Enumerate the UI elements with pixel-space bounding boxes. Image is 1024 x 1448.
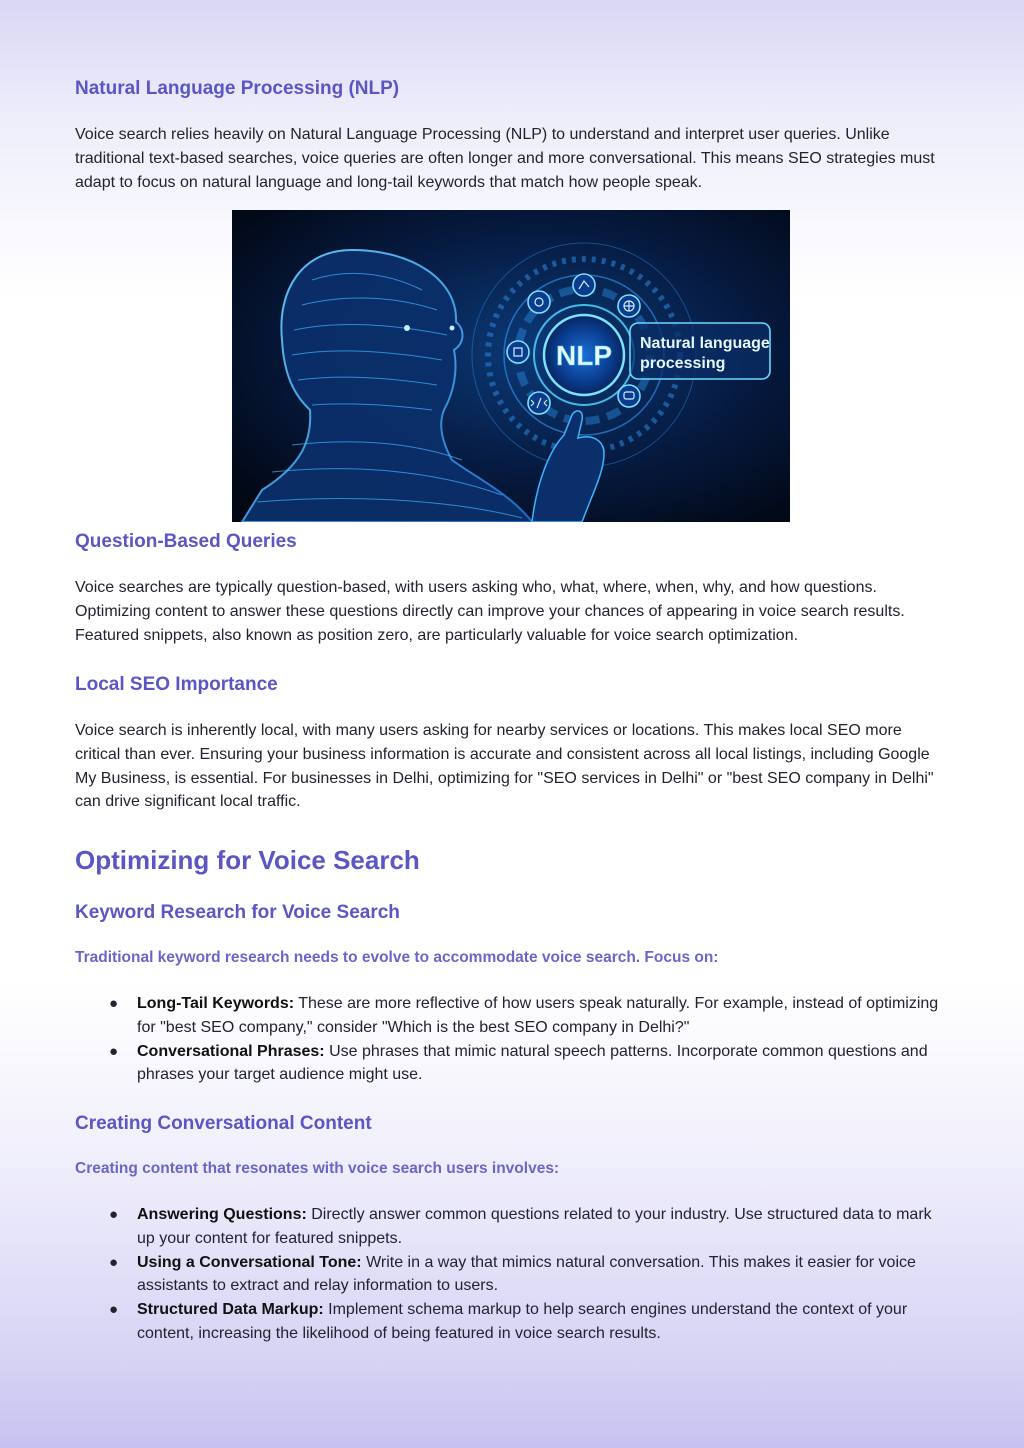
list-item-term: Conversational Phrases:	[137, 1042, 325, 1060]
local-seo-paragraph: Voice search is inherently local, with many users asking for nearby services or locations. This makes local SEO more critical than ever. Ensuring your business information is accurate and consistent across all local listings, including Google My Business, is essential. For businesses in Delhi, optimizing for "SEO services in Delhi" or "best SEO company in Delhi" can drive significant local traffic.	[75, 722, 934, 811]
keyword-intro: Traditional keyword research needs to evolve to accommodate voice search. Focus on:	[75, 949, 719, 966]
bullet-icon: ●	[109, 1206, 119, 1223]
gear-icon	[528, 291, 550, 313]
keyword-heading: Keyword Research for Voice Search	[75, 902, 400, 923]
figure-eye-glow	[404, 325, 410, 331]
nlp-heading: Natural Language Processing (NLP)	[75, 78, 400, 99]
list-item	[75, 1203, 945, 1251]
bullet-icon: ●	[109, 1301, 119, 1319]
list-item-text: These are more reflective of how users speak naturally. For example, instead of optimizing for "best SEO company," consider "Which is the best SEO company in Delhi?"	[137, 995, 939, 1036]
robot-arm-icon	[573, 274, 595, 296]
nlp-badge-text: NLP	[556, 340, 612, 371]
keyword-list	[75, 992, 945, 1087]
nlp-illustration	[232, 210, 790, 522]
list-item-text: Use phrases that mimic natural speech patterns. Incorporate common questions and phrases your target audience might use.	[137, 1042, 928, 1084]
optimizing-heading: Optimizing for Voice Search	[75, 845, 420, 875]
list-item-text: Write in a way that mimics natural conversation. This makes it easier for voice assistants to extract and relay information to users.	[137, 1253, 916, 1295]
question-heading: Question-Based Queries	[75, 531, 297, 552]
chip-icon	[507, 341, 529, 363]
nlp-paragraph: Voice search relies heavily on Natural Language Processing (NLP) to understand and interpret user queries. Unlike traditional text-based searches, voice queries are often longer and more conversational. This means SEO strategies must adapt to focus on natural language and long-tail keywords that match how people speak.	[75, 126, 935, 191]
content-list	[75, 1203, 945, 1346]
nlp-label-line1: Natural language	[640, 335, 770, 352]
nlp-label-line2: processing	[640, 355, 726, 372]
list-item	[75, 1298, 945, 1346]
list-item-term: Long-Tail Keywords:	[137, 995, 295, 1012]
content-heading: Creating Conversational Content	[75, 1113, 372, 1134]
nlp-illustration-svg	[232, 210, 790, 522]
bullet-icon: ●	[109, 995, 119, 1012]
bullet-icon: ●	[109, 1042, 119, 1060]
chat-icon	[618, 385, 640, 407]
list-item-text: Directly answer common questions related to your industry. Use structured data to mark up your content for featured snippets.	[137, 1206, 932, 1247]
list-item-term: Structured Data Markup:	[137, 1301, 324, 1319]
list-item-term: Answering Questions:	[137, 1206, 307, 1223]
list-item-term: Using a Conversational Tone:	[137, 1253, 362, 1271]
list-item	[75, 992, 945, 1040]
bullet-icon: ●	[109, 1253, 119, 1271]
question-paragraph: Voice searches are typically question-based, with users asking who, what, where, when, why, and how questions. Optimizing content to answer these questions directly can improve your chances of appearing in voice search results. Featured snippets, also known as position zero, are particularly valuable for voice search optimization.	[75, 579, 905, 644]
list-item-text: Implement schema markup to help search engines understand the context of your content, increasing the likelihood of being featured in voice search results.	[137, 1301, 908, 1342]
content-intro: Creating content that resonates with voice search users involves:	[75, 1160, 560, 1177]
list-item	[75, 1040, 945, 1088]
list-item	[75, 1251, 945, 1299]
local-seo-heading: Local SEO Importance	[75, 674, 278, 695]
